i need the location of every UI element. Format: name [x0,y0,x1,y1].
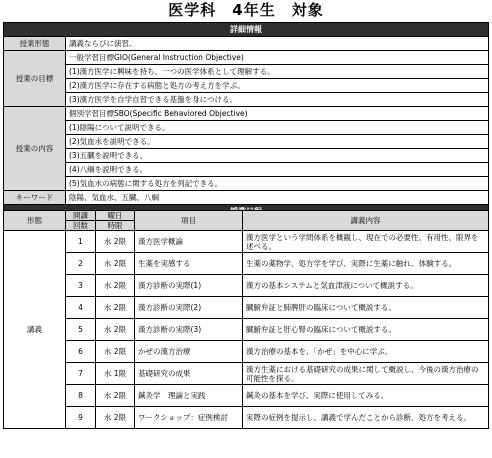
detail-table [3,22,489,219]
row-item: 漢方診断の実際(2) [135,297,243,319]
content-item: (1)陰陽について説明できる。 [66,121,489,135]
header-form: 形態 [4,211,66,231]
row-content: 漢方生薬における基礎研究の成果に関して概説し、今後の漢方治療の可能性を探る。 [243,363,489,385]
goal-item: (3)漢方医学を自学自習できる基盤を身につける。 [66,93,489,107]
row-number: 5 [66,319,96,341]
row-number: 3 [66,275,96,297]
row-number: 1 [66,231,96,253]
row-number: 7 [66,363,96,385]
header-yobi: 曜日 [96,211,135,221]
content-header: 個別学習目標SBO(Specific Behaviored Objective) [66,107,489,121]
row-day: 水 2限 [96,253,135,275]
goal-item: (1)漢方医学に興味を持ち、一つの医学体系として理解する。 [66,65,489,79]
goal-item: (2)漢方医学に存在する病態と処方の考え方を学ぶ。 [66,79,489,93]
keyword-value: 陰陽、気血水、五臓、八綱 [66,191,489,205]
row-number: 8 [66,385,96,407]
row-item: 漢方診断の実際(1) [135,275,243,297]
row-day: 水 2限 [96,275,135,297]
content-item: (5)気血水の病態に関する処方を列記できる。 [66,177,489,191]
row-item: かぜの漢方治療 [135,341,243,363]
row-content: 鍼灸の基本を学び、実際に使用してみる。 [243,385,489,407]
schedule-table [3,210,489,429]
row-number: 6 [66,341,96,363]
header-kaisu: 回数 [66,221,96,231]
detail-section-header: 詳細情報 [4,23,489,37]
row-item: 漢方医学概論 [135,231,243,253]
row-content: 生薬の薬物学、処方学を学び、実際に生薬に触れ、体験する。 [243,253,489,275]
form-label: 授業形態 [4,37,66,51]
goal-label: 授業の目標 [4,51,66,107]
goal-header: 一般学習目標GIO(General Instruction Objective) [66,51,489,65]
row-item: 鍼灸学 理論と実践 [135,385,243,407]
row-number: 2 [66,253,96,275]
row-day: 水 1限 [96,363,135,385]
row-content: 実際の症例を提示し、講義で学んだことから診断、処方を考える。 [243,407,489,429]
row-day: 水 2限 [96,385,135,407]
row-day: 水 2限 [96,407,135,429]
row-content: 臓腑弁証と肺脾肝の臨床について概説する。 [243,297,489,319]
row-content: 漢方医学という学問体系を概観し、現在での必要性、有用性、限界を述べる。 [243,231,489,253]
row-item: ワークショップ：症例検討 [135,407,243,429]
form-value: 講義ならびに演習。 [66,37,489,51]
row-item: 基礎研究の成果 [135,363,243,385]
header-content: 講義内容 [243,211,489,231]
row-number: 4 [66,297,96,319]
content-item: (3)五臓を説明できる。 [66,149,489,163]
page-title: 医学科 4年生 対象 [168,1,324,19]
content-item: (4)八綱を説明できる。 [66,163,489,177]
row-day: 水 2限 [96,231,135,253]
row-content: 臓腑弁証と肝心腎の臨床について概説する。 [243,319,489,341]
row-day: 水 2限 [96,319,135,341]
row-number: 9 [66,407,96,429]
header-kaiko: 開講 [66,211,96,221]
header-jigen: 時限 [96,221,135,231]
row-item: 漢方診断の実際(3) [135,319,243,341]
row-day: 水 2限 [96,341,135,363]
content-label: 授業の内容 [4,107,66,191]
row-content: 漢方治療の基本を、「かぜ」を中心に学ぶ。 [243,341,489,363]
row-day: 水 2限 [96,297,135,319]
keyword-label: キーワード [4,191,66,205]
schedule-form-cell: 講義 [4,231,66,429]
row-content: 漢方の基本システムと気血津液について概説する。 [243,275,489,297]
content-item: (2)気血水を説明できる。 [66,135,489,149]
row-item: 生薬を実感する [135,253,243,275]
header-item: 項目 [135,211,243,231]
